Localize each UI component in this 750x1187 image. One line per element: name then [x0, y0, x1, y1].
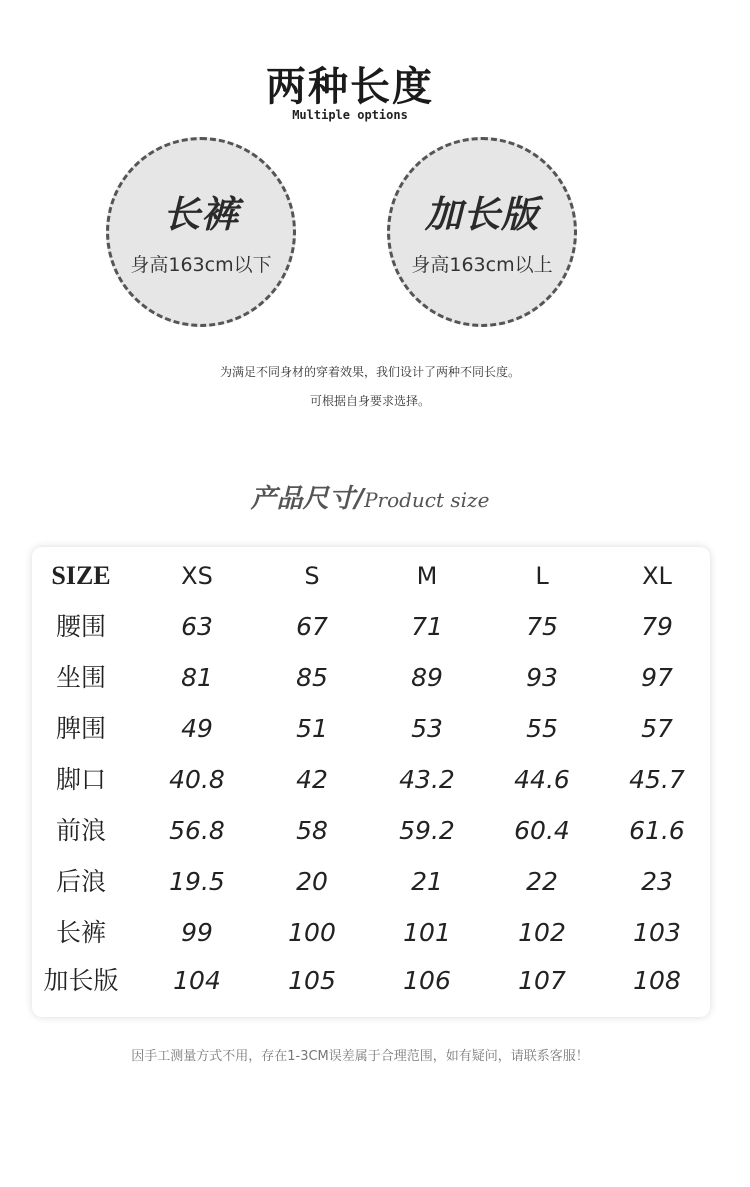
- measure-label: 腰围: [55, 612, 106, 641]
- table-cell: 67: [296, 612, 328, 641]
- table-cell: 106: [403, 966, 451, 995]
- table-cell: 49: [181, 714, 213, 743]
- table-row: [32, 760, 710, 800]
- table-cell: 61.6: [629, 816, 685, 845]
- table-cell: 105: [288, 966, 336, 995]
- table-row: [32, 709, 710, 749]
- measure-label: 前浪: [55, 816, 106, 845]
- table-cell: 107: [518, 966, 566, 995]
- size-header: L: [535, 562, 549, 590]
- table-cell: 104: [173, 966, 221, 995]
- size-header: XS: [181, 562, 213, 590]
- table-cell: 71: [411, 612, 443, 641]
- measure-label: 坐围: [55, 663, 106, 692]
- table-cell: 63: [181, 612, 213, 641]
- measure-label: 脚口: [55, 765, 106, 794]
- size-header: XL: [642, 562, 672, 590]
- table-row: [32, 811, 710, 851]
- table-cell: 101: [403, 918, 451, 947]
- table-cell: 93: [526, 663, 558, 692]
- section-heading: [0, 478, 740, 515]
- table-cell: 99: [181, 918, 213, 947]
- option-height: 身高163cm以下: [130, 254, 272, 276]
- table-cell: 89: [411, 663, 443, 692]
- table-row: [32, 913, 710, 953]
- table-cell: 108: [633, 966, 681, 995]
- table-cell: 100: [288, 918, 336, 947]
- size-header: S: [304, 562, 320, 590]
- table-cell: 22: [526, 867, 558, 896]
- section-title-en: Product size: [364, 488, 490, 512]
- table-cell: 43.2: [399, 765, 455, 794]
- table-cell: 21: [411, 867, 443, 896]
- table-header-row: [32, 556, 710, 596]
- table-cell: 42: [296, 765, 328, 794]
- table-cell: 75: [526, 612, 558, 641]
- measure-label: 脾围: [55, 714, 106, 743]
- table-row: [32, 961, 710, 1001]
- page-title: 两种长度: [266, 64, 434, 110]
- table-cell: 45.7: [629, 765, 685, 794]
- table-cell: 103: [633, 918, 681, 947]
- table-cell: 81: [181, 663, 213, 692]
- table-row: [32, 658, 710, 698]
- measure-label: 长裤: [55, 918, 106, 947]
- option-circle-regular: [106, 137, 296, 327]
- table-cell: 20: [296, 867, 328, 896]
- measure-label: 后浪: [55, 867, 106, 896]
- table-row: [32, 862, 710, 902]
- table-cell: 59.2: [399, 816, 455, 845]
- table-cell: 53: [411, 714, 443, 743]
- description-line-2: 可根据自身要求选择。: [309, 394, 430, 408]
- table-cell: 19.5: [169, 867, 225, 896]
- table-cell: 85: [296, 663, 328, 692]
- table-cell: 79: [641, 612, 673, 641]
- table-cell: 57: [641, 714, 673, 743]
- page-subtitle: Multiple options: [292, 108, 408, 122]
- option-circle-long: [387, 137, 577, 327]
- table-cell: 40.8: [169, 765, 225, 794]
- table-row: [32, 607, 710, 647]
- table-cell: 60.4: [514, 816, 570, 845]
- table-cell: 51: [296, 714, 328, 743]
- table-cell: 56.8: [169, 816, 225, 845]
- table-cell: 55: [526, 714, 558, 743]
- table-cell: 44.6: [514, 765, 570, 794]
- size-header: M: [416, 562, 438, 590]
- table-cell: 97: [641, 663, 673, 692]
- size-table: [32, 547, 710, 1017]
- option-height: 身高163cm以上: [411, 254, 553, 276]
- measure-label: 加长版: [43, 966, 119, 995]
- option-name: 长裤: [163, 193, 239, 236]
- table-cell: 23: [641, 867, 673, 896]
- table-corner-label: SIZE: [51, 561, 111, 590]
- section-title-zh: 产品尺寸/: [250, 484, 365, 514]
- measurement-note: 因手工测量方式不用，存在1-3CM误差属于合理范围，如有疑问，请联系客服！: [131, 1049, 589, 1064]
- option-name: 加长版: [425, 193, 539, 236]
- table-cell: 58: [296, 816, 328, 845]
- table-cell: 102: [518, 918, 566, 947]
- description-line-1: 为满足不同身材的穿着效果，我们设计了两种不同长度。: [219, 365, 520, 379]
